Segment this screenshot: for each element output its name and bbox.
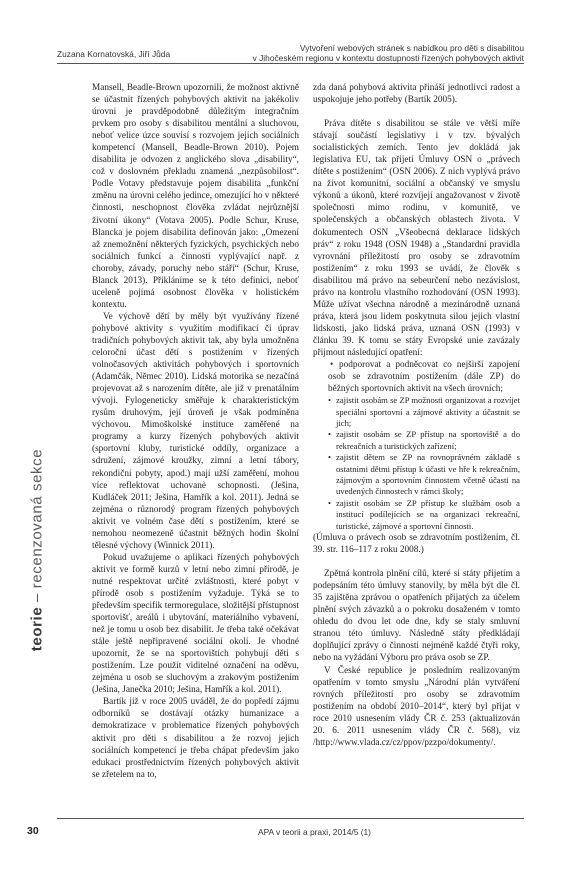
list-item: • zajistit osobám se ZP možnosti organizovat a rozvíjet speciální sportovní a zájmové aktivity a účastnit se jich; xyxy=(328,395,520,429)
section-label-rest: – recenzovaná sekce xyxy=(28,448,46,607)
paragraph: Bartík již v roce 2005 uváděl, že do popředí zájmu odborníků se dostávají otázky humanizace a demokratizace v problematice řízených pohybových aktivit pro děti s disabilitou a že rozvoj jejich sociálních kompetencí je třeba chápat především jako edukaci prostřednictvím řízených pohybových aktivit se zřetelem na to, xyxy=(92,697,299,780)
left-column xyxy=(92,82,299,781)
paragraph: Pokud uvažujeme o aplikaci řízených pohybových aktivit ve formě kurzů v letní nebo zimní přírodě, je nutné respektovat určité zvláštnosti, které pobyt v přírodě osob s postižením vyžaduje. Týká se to především specifik termoregulace, složitější přístupnost sportovišť, areálů i ubytování, materiálního vybavení, než je tomu u osob bez disabilit. Je třeba také očekávat stále ještě nepřipravené sociální okolí. Je vhodné upozornit, že se na sportovištích pohybují děti s postižením. Lze použít viditelné označení na oděvu, zejména u osob se sluchovým a zrakovým postižením (Ješina, Janečka 2010; Ješina, Hamřík a kol. 2011). xyxy=(92,552,299,696)
list-item: • zajistit osobám se ZP přístup na sportoviště a do rekreačních a turistických zařízení; xyxy=(328,429,520,452)
footer-divider xyxy=(57,818,524,819)
paragraph: Mansell, Beadle-Brown upozornili, že možnost aktivně se účastnit řízených pohybových aktivit na jakékoliv úrovni je pravděpodobně důležitým integračním prvkem pro osoby s disabilitou mentální a sluchovou, neboť velice úzce souvisí s rozvojem jejich sociálních kompetencí (Mansell, Beadle-Brown 2010). Pojem disabilita je odvozen z anglického slova „disability“, což v doslovném překladu znamená „nezpůsobilost“. Podle Votavy představuje pojem disabilita „funkční změnu na úrovni celého jedince, omezující ho v některé činnosti, neschopnost člověka zvládat nejrůznější životní úkony“ (Votava 2005). Podle Schur, Kruse, Blancka je pojem disabilita definován jako: „Omezení až znemožnění některých fyzických, psychických nebo sociálních funkcí a činností vyplývající např. z choroby, závady, poruchy nebo stáří“ (Schur, Kruse, Blanck 2013). Přikláníme se k této definici, neboť uceleně pojímá osobnost člověka v holistickém kontextu. xyxy=(92,83,299,310)
section-label-bold: teorie xyxy=(28,606,46,652)
paragraph: zda daná pohybová aktivita přináší jednotlivci radost a uspokojuje jeho potřeby (Bartík 2005). xyxy=(313,83,520,106)
bullet-list xyxy=(313,395,520,532)
list-item: • zajistit osobám se ZP přístup ke službám osob a institucí podílejících se na organizaci rekreační, turistické, zájmové a sportovní činnosti. xyxy=(328,498,520,532)
paragraph: V České republice je posledním realizovaným opatřením v tomto smyslu „Národní plán vytváření rovných příležitostí pro osoby se zdravotním postižením na období 2010–2014“, který byl přijat v roce 2010 usnesením vlády ČR č. 253 (aktualizován 20. 6. 2011 usnesením vlády ČR č. 568), viz /http://www.vlada.cz/cz/ppov/pzzpo/dokumenty/. xyxy=(313,665,520,748)
right-column xyxy=(313,82,520,749)
paragraph: Ve výchově dětí by měly být využívány řízené pohybové aktivity s využitím modifikací či úprav tradičních pohybových aktivit tak, aby byla umožněna celoroční účast dětí s postižením v řízených volnočasových aktivitách pohybových i sportovních (Adamčák, Němec 2010). Lidská motorika se nezačíná projevovat až s narozením dítěte, ale již v prenatálním vývoji. Fylogeneticky směřuje k charakteristickým rysům druhovým, její úroveň je však podmíněna výchovou. Mimoškolské instituce zaměřené na programy a kurzy řízených pohybových aktivit (sportovní kluby, turistické oddíly, organizace a sdružení, zájmové kroužky, zimní a letní tábory, rekondiční pobyty, apod.) mají užší zaměření, mohou více reflektovat uchovanè schopnosti. (Ješina, Kudláček 2011; Ješina, Hamřík a kol. 2011). Jedná se zejména o různorodý program řízených pohybových aktivit ve volném čase dětí s postižením, které se nemohou neomezeně účastnit běžných hodin školní tělesné výchovy (Winnick 2011). xyxy=(92,311,299,551)
paragraph: Zpětná kontrola plnění cílů, které si státy přijetím a podepsáním této úmluvy stanovily, by měla být dle čl. 35 zajištěna zprávou o opatřeních přijatých za účelem plnění svých závazků a o pokroku dosaženém v tomto ohledu do dvou let ode dne, kdy se staly smluvní stranou této úmluvy. Následně státy předkládají doplňující zprávy o činnosti nejméně každé čtyři roky, nebo na vyžádání Výboru pro práva osob se ZP. xyxy=(313,569,520,664)
bullet-main: • podporovat a podněcovat co nejširší zapojení osob se zdravotním postižením (dále ZP) do běžných sportovních aktivit na všech úrovních; xyxy=(313,359,520,395)
running-header-title-line2: v Jihočeském regionu v kontextu dostupnosti řízených pohybových aktivit xyxy=(252,53,524,64)
page-number: 30 xyxy=(27,825,39,837)
journal-footer: APA v teorii a praxi, 2014/5 (1) xyxy=(258,827,371,837)
section-side-label xyxy=(27,400,47,700)
list-item: • zajistit dětem se ZP na rovnoprávném základě s ostatními dětmi přístup k účasti ve hře k rekreačním, zájmovým a sportovním činnostem včetně účasti na uvedených činnostech v rámci školy; xyxy=(328,452,520,498)
citation: (Úmluva o právech osob se zdravotním postižením, čl. 39. str. 116–117 z roku 2008.) xyxy=(313,533,520,556)
header-divider xyxy=(57,63,524,64)
running-header-authors: Zuzana Kornatovská, Jiří Jůda xyxy=(57,49,171,59)
running-header-title xyxy=(253,43,524,64)
paragraph: Práva dítěte s disabilitou se stále ve větší míře stávají součástí legislativy i v tzv. bývalých socialistických zemích. Tento jev dokládá jak legislativa EU, tak přijetí Úmluvy OSN o „právech dítěte s postižením“ (OSN 2006). Z nich vyplývá právo na život komunitní, sociální a občanský ve smyslu výkonů a úkonů, které rozvíjejí angažovanost v životě společnosti mimo rodinu, v komunitě, ve společenských a občanských oblastech života. V dokumentech OSN „Všeobecná deklarace lidských práv“ z roku 1948 (OSN 1948) a „Standardní pravidla vyrovnání příležitostí pro osoby se zdravotním postižením“ z roku 1993 se uvádí, že člověk s disabilitou má právo na sebeurčení nebo nezávislost, právo na kontrolu vlastního rozhodování (OSN 1993). Může užívat všechna národně a mezinárodně uznaná práva, která jsou lidem poskytnuta silou jejich vlastní lidskosti, jako lidská práva, uznaná OSN (1993) v článku 39. K tomu se státy Evropské unie zavázaly přijmout následující opatření: xyxy=(313,119,520,358)
running-header-title-line1: Vytvoření webových stránek s nabídkou pro děti s disabilitou xyxy=(299,43,524,53)
